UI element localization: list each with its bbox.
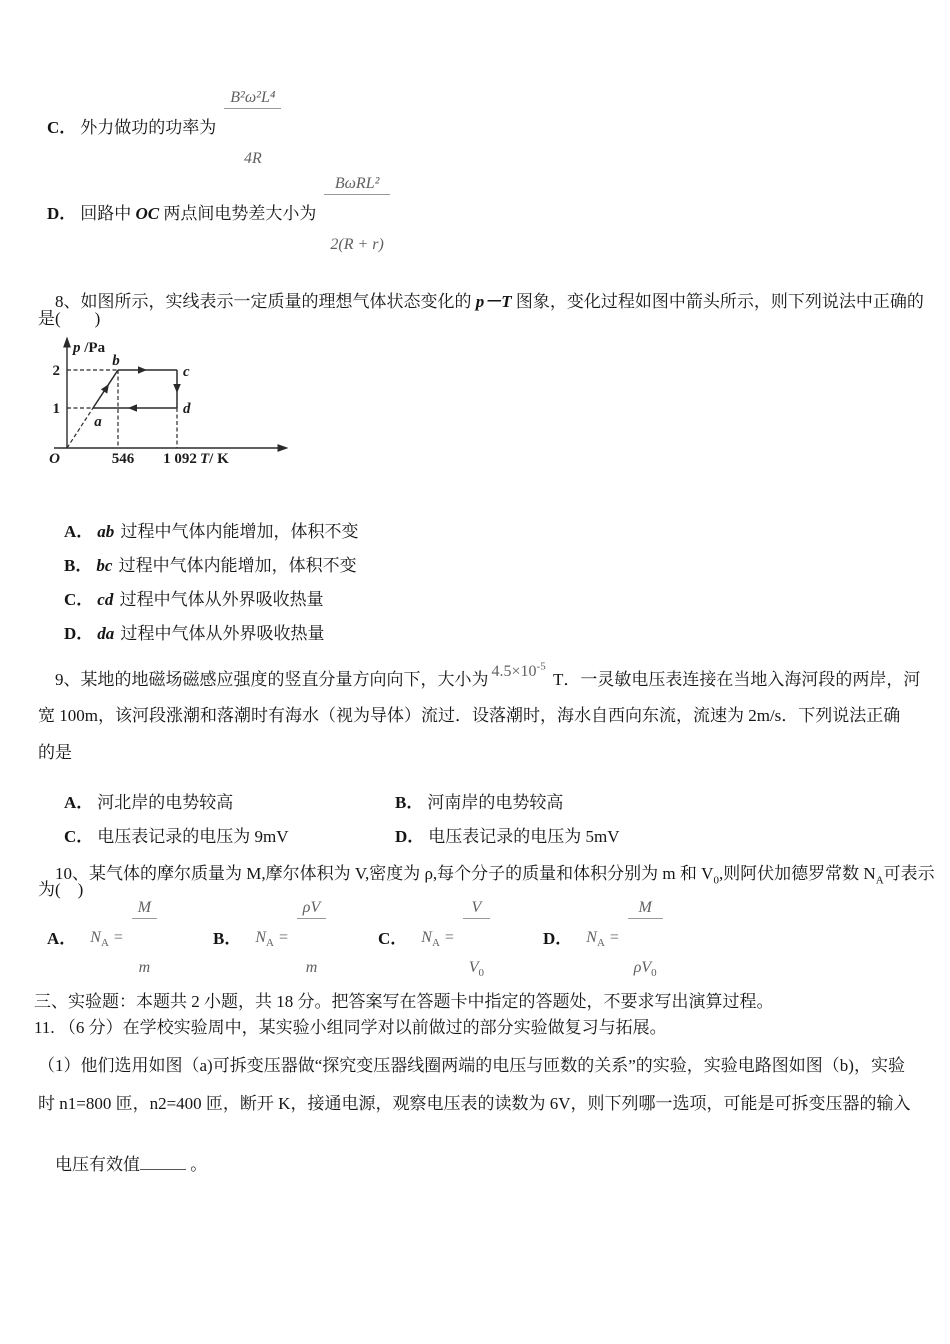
option-label: C．: [64, 590, 94, 610]
option-label: C．: [47, 118, 77, 138]
option-label: A．: [64, 522, 94, 542]
option-text: 电压表记录的电压为 5mV: [428, 827, 620, 847]
q9-stem-line3: 的是: [38, 743, 72, 762]
option-text-post: 两点间电势差大小为: [159, 204, 317, 224]
option-label: D．: [47, 204, 77, 224]
oc-points-label: OC: [135, 204, 160, 224]
pt-diagram-label: p－T: [475, 292, 512, 312]
fraction-numerator: M: [628, 898, 663, 919]
q10-stem-text: 10、某气体的摩尔质量为 M,摩尔体积为 V,密度为 ρ,每个分子的质量和体积分别为 m 和 V: [55, 864, 714, 884]
q11-part1-line2: 时 n1=800 匝，n2=400 匝，断开 K，接通电源，观察电压表的读数为 6V，则下列哪一选项，可能是可拆变压器的输入: [38, 1094, 911, 1113]
na-subscript: A: [875, 874, 884, 887]
avogadro-formula: $N_A$ =: [586, 928, 620, 949]
q8-stem-line1: [38, 270, 924, 334]
fraction-denominator: $V_0$: [468, 959, 484, 980]
fraction-formula: [224, 50, 281, 207]
option-label: A．: [64, 793, 94, 813]
option-label: D．: [64, 624, 94, 644]
q10-stem-line2: 为( ): [38, 880, 84, 899]
option-label: C．: [378, 929, 408, 949]
option-text-pre: 回路中: [80, 204, 136, 224]
arrow-bc: [138, 366, 147, 374]
q8-stem-text2: 图象，变化过程如图中箭头所示，则下列说法中正确的: [511, 292, 924, 312]
option-text: 河北岸的电势较高: [97, 793, 234, 813]
answer-blank: [140, 1152, 186, 1170]
point-d-label: d: [183, 401, 191, 417]
option-text: 外力做功的功率为: [80, 118, 217, 138]
option-d-potential: [47, 175, 390, 253]
process-label: da: [97, 624, 115, 644]
arrow-da: [128, 404, 137, 412]
process-label: cd: [97, 590, 114, 610]
option-text: 电压表记录的电压为 9mV: [97, 827, 289, 847]
v0-subscript: 0: [713, 874, 719, 887]
fraction-numerator: M: [132, 898, 157, 919]
option-label: B．: [395, 793, 424, 813]
tick-p1: 1: [52, 401, 60, 417]
q11-part1-line1: （1）他们选用如图（a)可拆变压器做“探究变压器线圈两端的电压与匝数的关系”的实验，实验电路图如图（b)，实验: [38, 1056, 905, 1075]
fraction-numerator: BωRL²: [324, 174, 389, 195]
fraction-denominator: m: [305, 959, 318, 977]
magnetic-field-value: $4.5\times 10^{-5}$: [491, 660, 546, 681]
origin-label: O: [49, 451, 60, 467]
option-label: B．: [213, 929, 242, 949]
q11-intro: 11. （6 分）在学校实验周中，某实验小组同学对以前做过的部分实验做复习与拓展。: [34, 1018, 667, 1037]
x-axis-label: T/ K: [200, 451, 229, 467]
fraction-numerator: ρV: [297, 898, 326, 919]
option-text: 过程中气体从外界吸收热量: [116, 624, 325, 644]
q10-option-d: [543, 898, 663, 980]
q8-stem-line2: 是( ): [38, 309, 101, 328]
option-text: 河南岸的电势较高: [427, 793, 564, 813]
fraction-formula: [324, 136, 389, 293]
tick-1092: 1 092: [163, 451, 197, 467]
fraction-denominator: m: [138, 959, 151, 977]
section3-heading: 三、实验题：本题共 2 小题，共 18 分。把答案写在答题卡中指定的答题处，不要求写出演算过程。: [34, 992, 774, 1011]
option-label: C．: [64, 827, 94, 847]
avogadro-formula: $N_A$ =: [421, 928, 455, 949]
option-label: A．: [47, 929, 77, 949]
point-a-label: a: [94, 414, 102, 430]
option-c-power: [47, 89, 281, 167]
fraction-numerator: V: [463, 898, 490, 919]
process-label: bc: [96, 556, 113, 576]
q11-part1-text: 电压有效值: [55, 1155, 140, 1175]
fraction-denominator: 2(R + r): [330, 235, 384, 253]
point-b-label: b: [112, 353, 120, 369]
q10-option-c: [378, 898, 490, 980]
y-axis-label: p /Pa: [73, 340, 106, 356]
p-t-diagram: [20, 336, 290, 476]
fraction-denominator: $\rho V_0$: [633, 959, 657, 980]
option-text: 过程中气体内能增加，体积不变: [114, 556, 357, 576]
arrow-cd: [173, 384, 181, 393]
y-axis-arrow: [64, 338, 70, 347]
option-text: 过程中气体从外界吸收热量: [115, 590, 324, 610]
q9-stem-line2: 宽 100m，该河段涨潮和落潮时有海水（视为导体）流过．设落潮时，海水自西向东流，流速为 2m/s．下列说法正确: [38, 706, 901, 725]
q9-stem-line1: [38, 648, 920, 713]
dashed-origin-line: [67, 408, 93, 448]
q10-stem-text3: 可表示: [883, 864, 935, 884]
avogadro-formula: $N_A$ =: [90, 928, 124, 949]
x-axis-arrow: [278, 445, 287, 451]
q11-part1-line3: [38, 1131, 207, 1197]
tick-546: 546: [111, 451, 135, 467]
point-c-label: c: [183, 364, 190, 380]
q9-stem-text: 9、某地的地磁场磁感应强度的竖直分量方向向下，大小为: [55, 670, 489, 690]
option-label: B．: [64, 556, 93, 576]
tick-p2: 2: [52, 363, 60, 379]
q8-stem-text: 8、如图所示，实线表示一定质量的理想气体状态变化的: [55, 292, 476, 312]
avogadro-formula: $N_A$ =: [255, 928, 289, 949]
q11-part1-period: 。: [186, 1155, 208, 1175]
fraction-numerator: B²ω²L⁴: [224, 88, 281, 109]
q10-stem-text2: ,则阿伏加德罗常数 N: [718, 864, 876, 884]
process-label: ab: [97, 522, 115, 542]
fraction-denominator: 4R: [243, 149, 262, 167]
option-label: D．: [395, 827, 425, 847]
q9-stem-text2: T．一灵敏电压表连接在当地入海河段的两岸，河: [548, 670, 921, 690]
option-text: 过程中气体内能增加，体积不变: [116, 522, 359, 542]
option-label: D．: [543, 929, 573, 949]
arrow-ab: [101, 382, 112, 394]
q10-option-a: [47, 898, 157, 977]
